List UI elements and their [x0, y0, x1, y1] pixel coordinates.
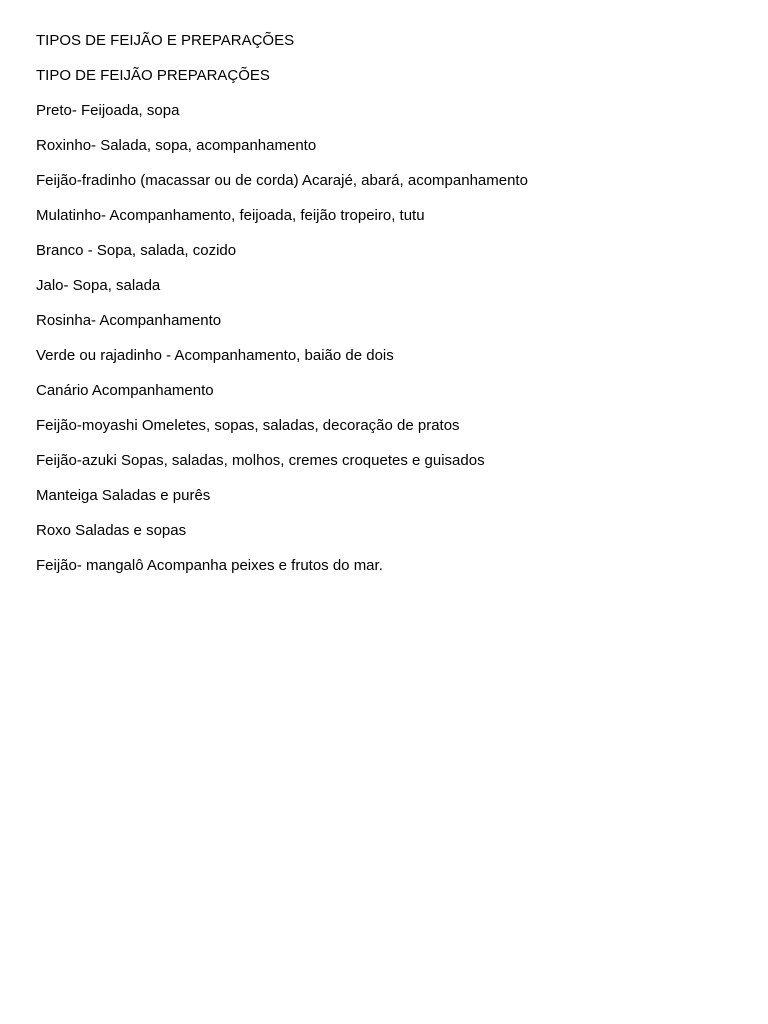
table-header: TIPO DE FEIJÃO PREPARAÇÕES [36, 67, 270, 84]
document-title: TIPOS DE FEIJÃO E PREPARAÇÕES [36, 32, 295, 49]
list-item: Feijão-fradinho (macassar ou de corda) Acarajé, abará, acompanhamento [36, 172, 528, 189]
document-body [36, 31, 736, 591]
list-item: Branco - Sopa, salada, cozido [36, 242, 237, 259]
list-item: Mulatinho- Acompanhamento, feijoada, feijão tropeiro, tutu [36, 207, 425, 224]
list-item: Verde ou rajadinho - Acompanhamento, baião de dois [36, 347, 394, 364]
list-item: Feijão- mangalô Acompanha peixes e frutos do mar. [36, 557, 383, 574]
list-item: Roxinho- Salada, sopa, acompanhamento [36, 137, 317, 154]
list-item: Feijão-azuki Sopas, saladas, molhos, cremes croquetes e guisados [36, 452, 485, 469]
list-item: Canário Acompanhamento [36, 382, 214, 399]
list-item: Roxo Saladas e sopas [36, 522, 187, 539]
list-item: Preto- Feijoada, sopa [36, 102, 180, 119]
list-item: Feijão-moyashi Omeletes, sopas, saladas, decoração de pratos [36, 417, 460, 434]
list-item: Manteiga Saladas e purês [36, 487, 211, 504]
list-item: Jalo- Sopa, salada [36, 277, 161, 294]
list-item: Rosinha- Acompanhamento [36, 312, 222, 329]
